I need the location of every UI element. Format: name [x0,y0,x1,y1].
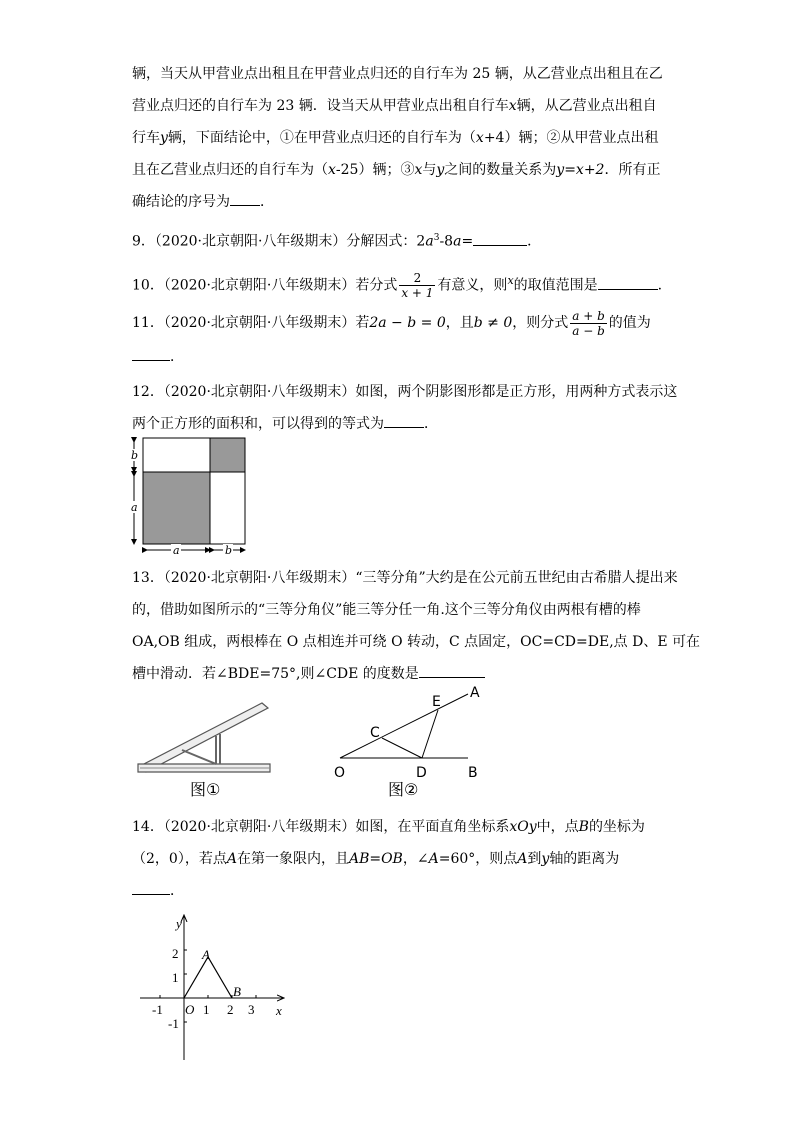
q14-text: 的坐标为 [588,819,645,835]
x-axis-label: x [276,1003,282,1018]
fraction-numerator: 2 [399,271,435,286]
q9-text: ． [527,233,542,250]
x-tick-label: 3 [248,1002,255,1017]
q14-text: ． [170,883,184,899]
x-tick-label: -1 [152,1002,163,1017]
fraction-denominator: a − b [572,323,605,338]
q8-text: 确结论的序号为 [132,194,230,210]
y-axis-label: y [176,916,182,931]
answer-blank[interactable] [230,191,260,206]
label-b: b [131,449,139,462]
q14-text: 14．（2020·北京朝阳·八年级期末）如图，在平面直角坐标系 [132,819,510,835]
q10-var-x: x [507,274,514,287]
label-point-o: O [334,765,346,781]
q12-line-1: 12．（2020·北京朝阳·八年级期末）如图，两个阴影图形都是正方形，用两种方式表示这 [132,384,678,400]
q10-text: . [657,277,663,294]
q10-fraction [399,271,435,300]
q8-line-3 [132,122,662,154]
q9-text: -8 [439,233,454,250]
label-a: a [131,501,138,514]
q9-exponent: 3 [433,233,440,243]
q11-condition: 2a − b = 0 [369,315,446,331]
q13-text: 槽中滑动．若∠BDE=75°,则∠CDE 的度数是 [132,666,419,682]
y-tick-label: -1 [168,1016,179,1031]
trisector-photo-figure [130,700,280,800]
large-shaded-square [143,472,210,544]
q8-var-x: x [475,130,484,146]
q13-line-3: OA,OB 组成，两根棒在 O 点相连并可绕 O 转动，C 点固定，OC=CD=DE,点 D、E 可在 [132,634,700,650]
q14-text: （2，0），若点 [132,851,227,867]
q14-text: 中，点 [536,819,579,835]
label-b: b [225,544,233,557]
q8-equation: y=x+2 [556,162,605,178]
q8-var-x: x [328,162,336,178]
segment-cd [382,738,422,758]
q14-point-a: A [428,851,439,867]
segment-de [422,710,438,758]
q11-text: ，则分式 [512,315,569,331]
q11-condition: b ≠ 0 [473,315,513,331]
q9-text: 9．（2020·北京朝阳·八年级期末）分解因式：2 [132,233,426,250]
q8-text: -25）辆；③ [335,162,415,178]
answer-blank[interactable] [419,663,485,678]
fraction-numerator: a + b [572,308,605,323]
origin-label: O [185,1002,195,1017]
fraction-denominator: x + 1 [401,286,434,301]
q12-text: 两个正方形的面积和，可以得到的等式为 [132,416,384,432]
q8-text: ． [260,194,274,210]
q12-text: ． [424,416,438,432]
q8-var-y: y [436,162,445,178]
question-11 [132,304,662,372]
q14-coordinate-graph [140,912,300,1067]
trisector-geometry-figure [330,682,480,802]
point-b-label: B [233,984,241,999]
q14-text: ，∠ [402,851,429,867]
x-tick-label: 2 [227,1002,234,1017]
q8-text: 之间的数量关系为 [444,162,557,178]
q8-text: 辆，从乙营业点出租自 [516,98,657,114]
label-point-b: B [468,765,478,781]
q14-coordinate-system: xOy [509,819,537,835]
q8-var-x: x [508,98,517,114]
question-14 [132,811,662,907]
q8-text: 营业点归还的自行车为 23 辆．设当天从甲营业点出租自行车 [132,98,509,114]
figure-1-caption: 图① [190,780,221,799]
label-point-a: A [470,685,480,701]
q14-text: 轴的距离为 [549,851,620,867]
q14-point-b: B [578,819,589,835]
question-10 [132,262,662,300]
answer-blank[interactable] [473,231,527,246]
q11-text: ． [170,349,184,365]
q12-squares-figure [126,432,256,558]
q8-var-x: x [414,162,423,178]
q9-var-a: a [453,233,462,250]
label-a: a [173,544,180,557]
ray-oa [340,694,468,758]
label-point-d: D [416,765,427,781]
q10-text: 10．（2020·北京朝阳·八年级期末）若分式 [132,277,398,294]
y-tick-label: 1 [172,970,179,985]
q11-text: 的值为 [608,315,651,331]
q14-condition: AB=OB [348,851,403,867]
question-12 [132,376,678,440]
y-tick-label: 2 [172,946,179,961]
q14-text: 到 [527,851,542,867]
q8-text: 与 [422,162,437,178]
question-8 [132,58,662,218]
q10-text: 有意义，则 [437,277,508,294]
q8-text: ．所有正 [604,162,661,178]
q8-line-4 [132,154,662,186]
question-13 [132,562,700,690]
answer-blank[interactable] [384,413,424,428]
q8-line-2 [132,90,662,122]
answer-blank[interactable] [598,275,658,290]
small-shaded-square [210,438,245,472]
q9-var-a: a [425,233,434,250]
label-point-e: E [432,694,441,710]
q8-text: 辆，下面结论中，①在甲营业点归还的自行车为（ [167,130,476,146]
q11-text: ，且 [445,315,474,331]
q8-line-5 [132,186,662,218]
q10-text: 的取值范围是 [513,277,598,294]
label-point-c: C [370,725,380,741]
q13-line-2: 的，借助如图所示的“三等分角仪”能三等分任一角.这个三等分角仪由两根有槽的棒 [132,602,641,618]
q8-line-1: 辆，当天从甲营业点出租且在甲营业点归还的自行车为 25 辆，从乙营业点出租且在乙 [132,66,663,82]
q14-point-a: A [226,851,237,867]
q11-fraction [570,309,607,338]
q14-var-y: y [541,851,550,867]
q9-text: = [461,233,474,250]
q8-text: 行车 [132,130,160,146]
x-tick-label: 1 [203,1002,210,1017]
answer-blank[interactable] [132,880,170,895]
q8-text: 且在乙营业点归还的自行车为（ [132,162,328,178]
q8-text: +4）辆；②从甲营业点出租 [483,130,659,146]
point-a-label: A [202,947,210,962]
q14-text: 在第一象限内，且 [236,851,349,867]
q14-text: =60°，则点 [438,851,518,867]
q8-var-y: y [160,130,168,146]
q13-line-1: 13．（2020·北京朝阳·八年级期末）“三等分角”大约是在公元前五世纪由古希腊人提出来 [132,570,678,586]
q11-text: 11．（2020·北京朝阳·八年级期末）若 [132,315,370,331]
rod-oa [140,703,268,772]
figure-2-caption: 图② [388,780,419,799]
triangle-oab [184,957,232,998]
question-9 [132,222,662,254]
q14-point-a: A [517,851,528,867]
answer-blank[interactable] [132,346,170,361]
